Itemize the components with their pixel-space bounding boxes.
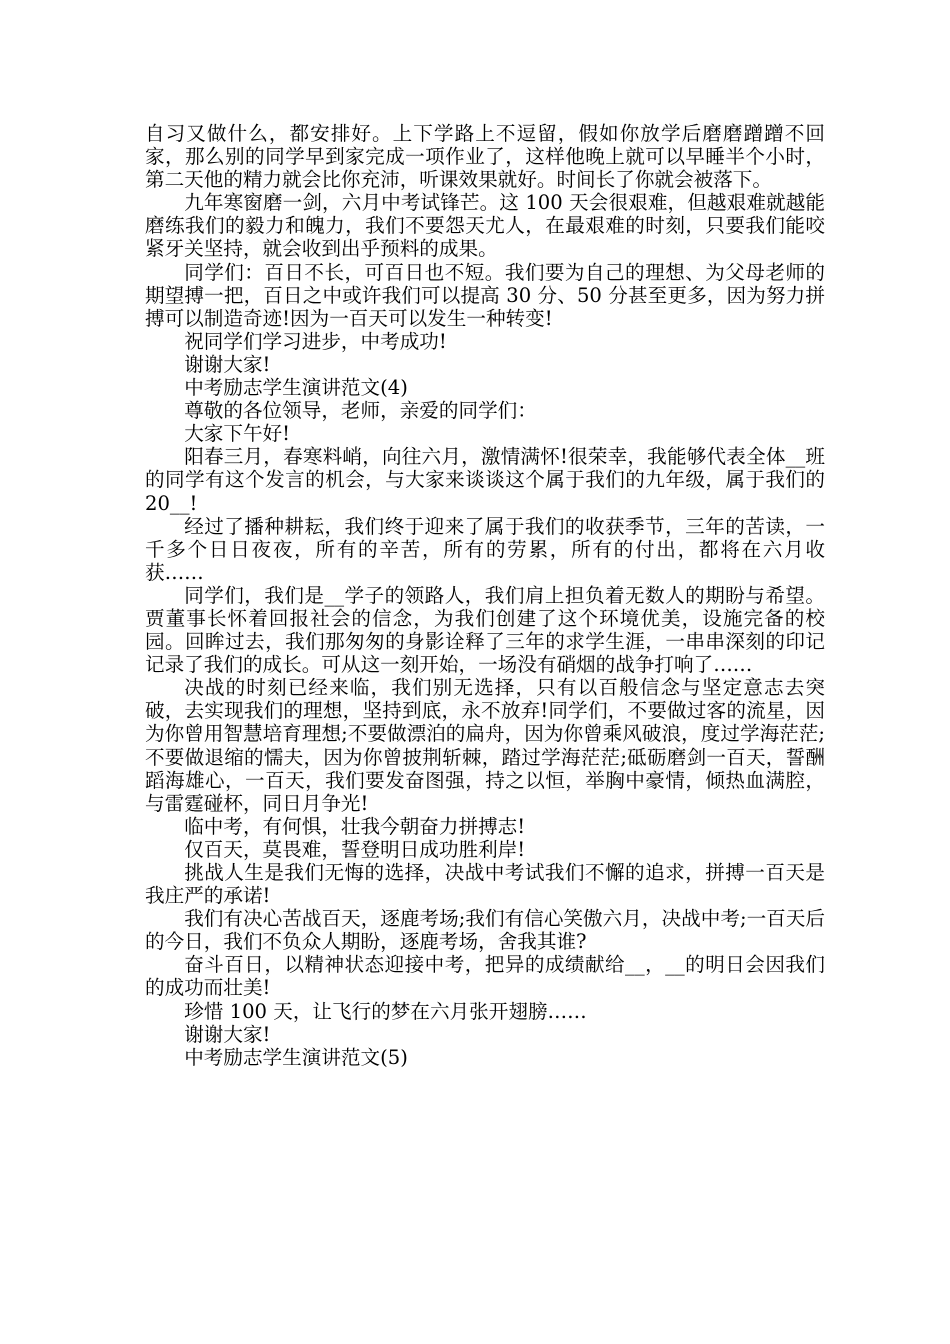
paragraph-2: 九年寒窗磨一剑，六月中考试锋芒。这 100 天会很艰难，但越艰难就越能磨练我们的毅力和魄力，我们不要怨天尤人，在最艰难的时刻，只要我们能咬紧牙关坚持，就会收到出乎预料的成果。 <box>145 191 825 261</box>
paragraph-13: 临中考，有何惧，壮我今朝奋力拼搏志! <box>184 814 526 838</box>
paragraph-3: 同学们：百日不长，可百日也不短。我们要为自己的理想、为父母老师的期望搏一把，百日之中或许我们可以提高 30 分、50 分甚至更多，因为努力拼搏可以制造奇迹!因为一百天可以发生一种转变! <box>145 260 825 330</box>
paragraph-9: 阳春三月，春寒料峭，向往六月，激情满怀!很荣幸，我能够代表全体__班的同学有这个发言的机会，与大家来谈谈这个属于我们的九年级，属于我们的 20__! <box>145 445 825 515</box>
paragraph-12: 决战的时刻已经来临，我们别无选择，只有以百般信念与坚定意志去突破，去实现我们的理想，坚持到底，永不放弃!同学们，不要做过客的流星，因为你曾用智慧培育理想;不要做漂泊的扁舟，因为你曾乘风破浪，度过学海茫茫;不要做退缩的懦夫，因为你曾披荆斩棘，踏过学海茫茫;砥砺磨剑一百天，誓酬蹈海雄心，一百天，我们要发奋图强，持之以恒，举胸中豪情，倾热血满腔，与雷霆碰杯，同日月争光! <box>145 676 825 815</box>
paragraph-16: 我们有决心苦战百天，逐鹿考场;我们有信心笑傲六月，决战中考;一百天后的今日，我们不负众人期盼，逐鹿考场，舍我其谁? <box>145 907 825 954</box>
paragraph-15: 挑战人生是我们无悔的选择，决战中考试我们不懈的追求，拼搏一百天是我庄严的承诺! <box>145 861 825 908</box>
paragraph-14: 仅百天，莫畏难，誓登明日成功胜利岸! <box>184 837 526 861</box>
paragraph-5: 谢谢大家! <box>184 352 271 376</box>
section-heading-4: 中考励志学生演讲范文(4) <box>184 376 408 400</box>
paragraph-11: 同学们，我们是__学子的领路人，我们肩上担负着无数人的期盼与希望。贾董事长怀着回报社会的信念，为我们创建了这个环境优美，设施完备的校园。回眸过去，我们那匆匆的身影诠释了三年的求学生涯，一串串深刻的印记记录了我们的成长。可从这一刻开始，一场没有硝烟的战争打响了…… <box>145 583 825 677</box>
greeting: 大家下午好! <box>184 422 291 446</box>
paragraph-19: 谢谢大家! <box>184 1022 271 1046</box>
paragraph-17: 奋斗百日，以精神状态迎接中考，把异的成绩献给__，__的明日会因我们的成功而壮美! <box>145 953 825 1000</box>
paragraph-4: 祝同学们学习进步，中考成功! <box>184 329 447 353</box>
paragraph-18: 珍惜 100 天，让飞行的梦在六月张开翅膀…… <box>184 999 587 1023</box>
salutation: 尊敬的各位领导，老师，亲爱的同学们： <box>184 399 537 423</box>
document-body <box>145 122 825 1069</box>
paragraph-10: 经过了播种耕耘，我们终于迎来了属于我们的收获季节，三年的苦读，一千多个日日夜夜，所有的辛苦，所有的劳累，所有的付出，都将在六月收获…… <box>145 514 825 584</box>
paragraph-1: 自习又做什么，都安排好。上下学路上不逗留，假如你放学后磨磨蹭蹭不回家，那么别的同学早到家完成一项作业了，这样他晚上就可以早睡半个小时，第二天他的精力就会比你充沛，听课效果就好。时间长了你就会被落下。 <box>145 122 825 192</box>
section-heading-5: 中考励志学生演讲范文(5) <box>184 1045 408 1069</box>
